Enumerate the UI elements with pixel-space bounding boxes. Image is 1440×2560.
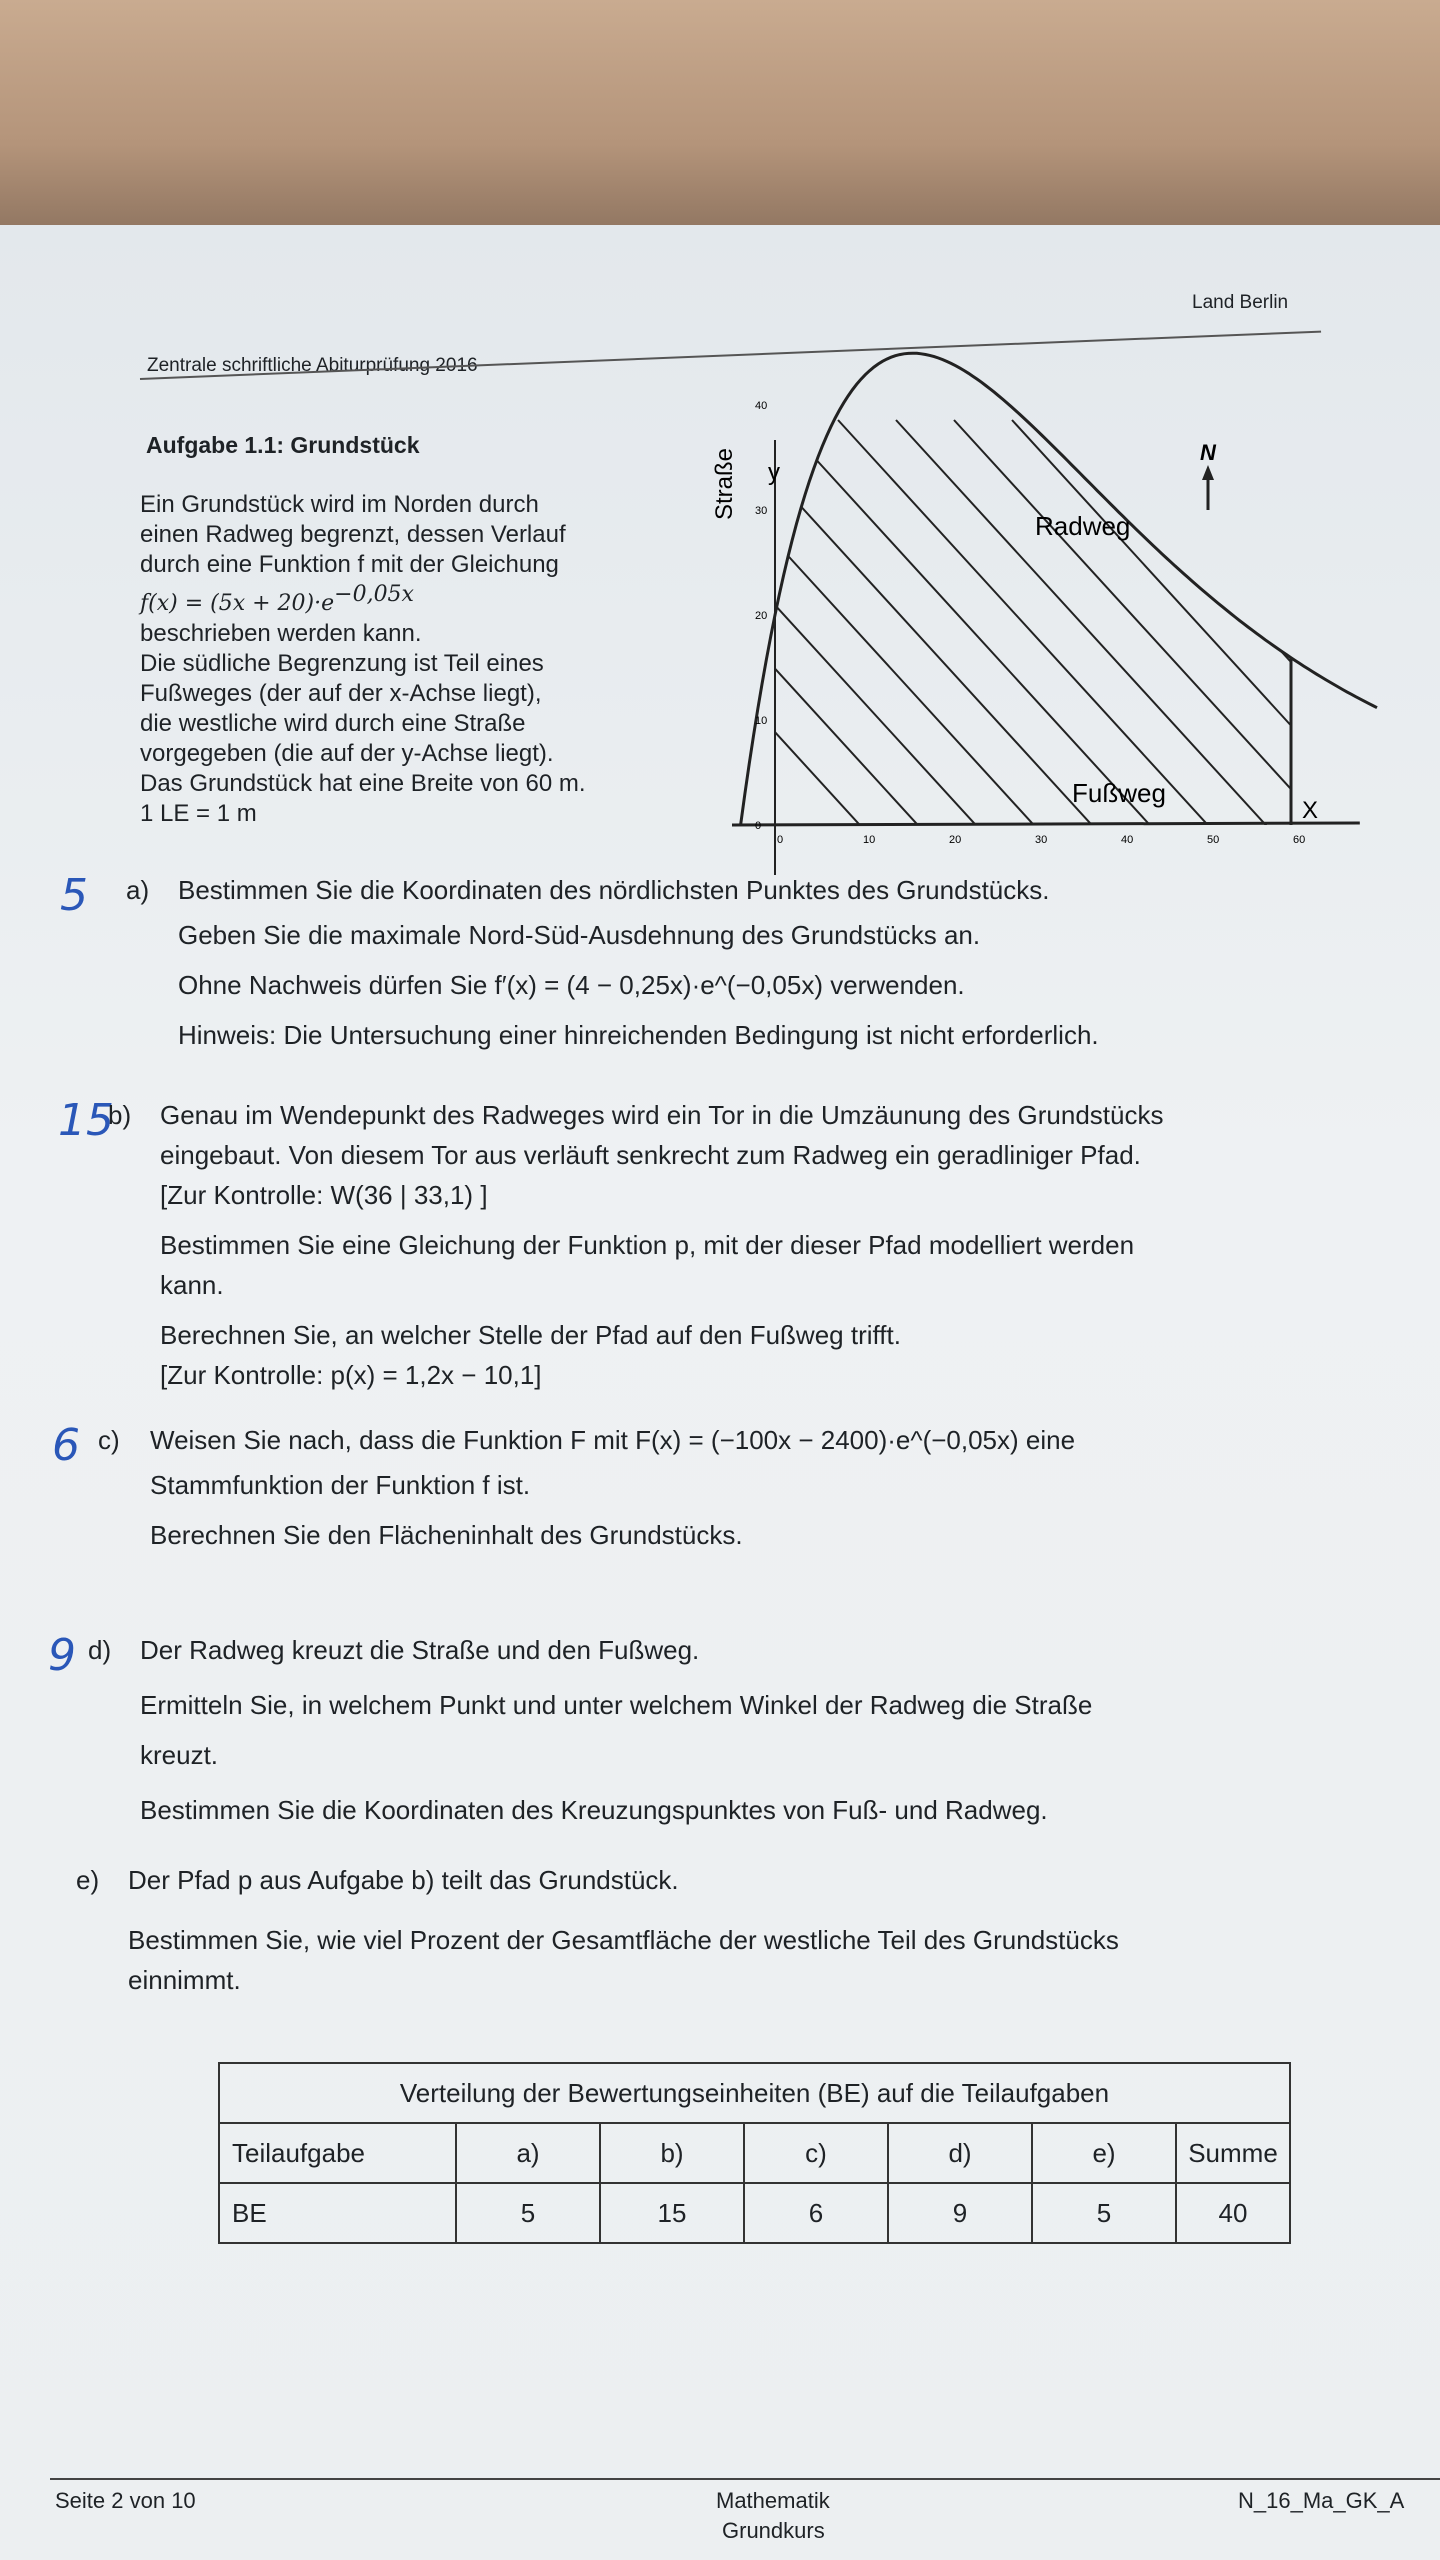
y-tick-label: 0 xyxy=(755,820,762,832)
hatch-line xyxy=(896,420,1319,880)
table-cell: d) xyxy=(888,2123,1032,2183)
subtask-text: Ohne Nachweis dürfen Sie f′(x) = (4 − 0,25x)·e^(−0,05x) verwenden. xyxy=(178,970,965,1000)
table-caption: Verteilung der Bewertungseinheiten (BE) auf die Teilaufgaben xyxy=(219,2063,1290,2123)
handwritten-score: 6 xyxy=(52,1420,80,1471)
y-tick-label: 40 xyxy=(755,400,768,412)
x-tick-label: 10 xyxy=(863,834,876,846)
subtask-text: Berechnen Sie den Flächeninhalt des Grundstücks. xyxy=(150,1520,743,1550)
table-row xyxy=(219,2123,1290,2183)
footer-divider xyxy=(50,2478,1440,2480)
property-diagram xyxy=(690,400,1340,880)
subtask-text: Stammfunktion der Funktion f ist. xyxy=(150,1470,531,1500)
subtask-text: kreuzt. xyxy=(140,1740,219,1770)
table-cell: c) xyxy=(744,2123,888,2183)
table-cell: 9 xyxy=(888,2183,1032,2243)
y-tick-label: 10 xyxy=(755,715,768,727)
intro-line: die westliche wird durch eine Straße xyxy=(140,710,526,737)
y-tick-label: 30 xyxy=(755,505,768,517)
subtask-text: Bestimmen Sie die Koordinaten des Kreuzungspunktes von Fuß- und Radweg. xyxy=(140,1795,1048,1825)
table-cell: 5 xyxy=(1032,2183,1176,2243)
handwritten-score: 5 xyxy=(60,870,88,921)
subtask-text: Der Pfad p aus Aufgabe b) teilt das Grundstück. xyxy=(128,1865,679,1895)
footpath-label: Fußweg xyxy=(1072,778,1166,808)
north-arrow-head-icon xyxy=(1202,465,1214,480)
intro-line: durch eine Funktion f mit der Gleichung xyxy=(140,551,559,578)
x-axis-label: X xyxy=(1302,797,1319,824)
function-exponent: −0,05x xyxy=(334,582,414,607)
footer-code: N_16_Ma_GK_A xyxy=(1238,2488,1405,2513)
table-cell: Summe xyxy=(1176,2123,1290,2183)
y-tick-label: 20 xyxy=(755,610,768,622)
handwritten-score: 15 xyxy=(58,1095,114,1146)
subtask-text: Weisen Sie nach, dass die Funktion F mit F(x) = (−100x − 2400)·e^(−0,05x) eine xyxy=(150,1425,1076,1455)
hatch-line xyxy=(722,420,1142,880)
bike-path-label: Radweg xyxy=(1035,511,1131,541)
subtask-label: b) xyxy=(108,1100,132,1130)
footer-subject: Mathematik xyxy=(716,2488,830,2513)
x-tick-label: 40 xyxy=(1121,834,1134,846)
table-cell: Teilaufgabe xyxy=(219,2123,456,2183)
table-cell: 40 xyxy=(1176,2183,1290,2243)
table-cell: 6 xyxy=(744,2183,888,2243)
hatch-line xyxy=(780,420,1200,880)
subtask-text: Hinweis: Die Untersuchung einer hinreichenden Bedingung ist nicht erforderlich. xyxy=(178,1020,1099,1050)
intro-line: Fußweges (der auf der x-Achse liegt), xyxy=(140,680,542,707)
north-label: N xyxy=(1200,440,1216,465)
points-table-wrap xyxy=(218,2062,1291,2244)
x-tick-label: 30 xyxy=(1035,834,1048,846)
intro-line: vorgegeben (die auf der y-Achse liegt). xyxy=(140,740,554,767)
table-cell: b) xyxy=(600,2123,744,2183)
footer-course: Grundkurs xyxy=(722,2518,825,2543)
subtask-text: Bestimmen Sie eine Gleichung der Funktion p, mit der dieser Pfad modelliert werden xyxy=(160,1230,1135,1260)
table-cell: 5 xyxy=(456,2183,600,2243)
intro-line: 1 LE = 1 m xyxy=(140,800,257,827)
table-cell: e) xyxy=(1032,2123,1176,2183)
task-title: Aufgabe 1.1: Grundstück xyxy=(146,432,420,458)
hatch-line xyxy=(838,420,1258,880)
x-tick-label: 0 xyxy=(777,834,784,846)
handwritten-score: 9 xyxy=(48,1630,76,1681)
intro-line: Das Grundstück hat eine Breite von 60 m. xyxy=(140,770,586,797)
subtask-text: kann. xyxy=(160,1270,224,1300)
subtask-text: Berechnen Sie, an welcher Stelle der Pfad auf den Fußweg trifft. xyxy=(160,1320,901,1350)
subtask-text: Bestimmen Sie, wie viel Prozent der Gesamtfläche der westliche Teil des Grundstücks xyxy=(128,1925,1119,1955)
subtask-text: Ermitteln Sie, in welchem Punkt und unter welchem Winkel der Radweg die Straße xyxy=(140,1690,1093,1720)
header-exam: Zentrale schriftliche Abiturprüfung 2016 xyxy=(147,355,478,376)
subtask-label: c) xyxy=(98,1425,120,1455)
subtask-text: Der Radweg kreuzt die Straße und den Fußweg. xyxy=(140,1635,700,1665)
table-cell: BE xyxy=(219,2183,456,2243)
intro-line: Ein Grundstück wird im Norden durch xyxy=(140,491,539,518)
subtask-text: Genau im Wendepunkt des Radweges wird ein Tor in die Umzäunung des Grundstücks xyxy=(160,1100,1164,1130)
x-tick-label: 20 xyxy=(949,834,962,846)
table-cell: a) xyxy=(456,2123,600,2183)
header-state: Land Berlin xyxy=(1192,292,1289,313)
desk-background xyxy=(0,0,1440,240)
subtask-label: d) xyxy=(88,1635,112,1665)
intro-line: einen Radweg begrenzt, dessen Verlauf xyxy=(140,521,566,548)
function-formula: f(x) = (5x + 20)·e xyxy=(140,591,335,616)
subtask-text: eingebaut. Von diesem Tor aus verläuft senkrecht zum Radweg ein geradliniger Pfad. xyxy=(160,1140,1141,1170)
subtask-text: [Zur Kontrolle: W(36 | 33,1) ] xyxy=(160,1180,488,1210)
subtask-label: e) xyxy=(76,1865,100,1895)
subtask-text: einnimmt. xyxy=(128,1965,241,1995)
intro-line: beschrieben werden kann. xyxy=(140,620,422,647)
subtask-text: Bestimmen Sie die Koordinaten des nördlichsten Punktes des Grundstücks. xyxy=(178,875,1050,905)
subtask-label: a) xyxy=(126,875,150,905)
x-tick-label: 60 xyxy=(1293,834,1306,846)
table-cell: 15 xyxy=(600,2183,744,2243)
road-label: Straße xyxy=(711,447,738,520)
x-tick-label: 50 xyxy=(1207,834,1220,846)
subtask-text: [Zur Kontrolle: p(x) = 1,2x − 10,1] xyxy=(160,1360,542,1390)
subtask-text: Geben Sie die maximale Nord-Süd-Ausdehnung des Grundstücks an. xyxy=(178,920,981,950)
y-axis-label: y xyxy=(768,459,780,486)
points-table xyxy=(218,2062,1291,2244)
table-row xyxy=(219,2183,1290,2243)
bike-path-curve xyxy=(741,353,1377,825)
intro-line: Die südliche Begrenzung ist Teil eines xyxy=(140,650,544,677)
footer-page: Seite 2 von 10 xyxy=(55,2488,196,2513)
task-intro xyxy=(140,490,700,829)
x-axis xyxy=(732,823,1360,825)
